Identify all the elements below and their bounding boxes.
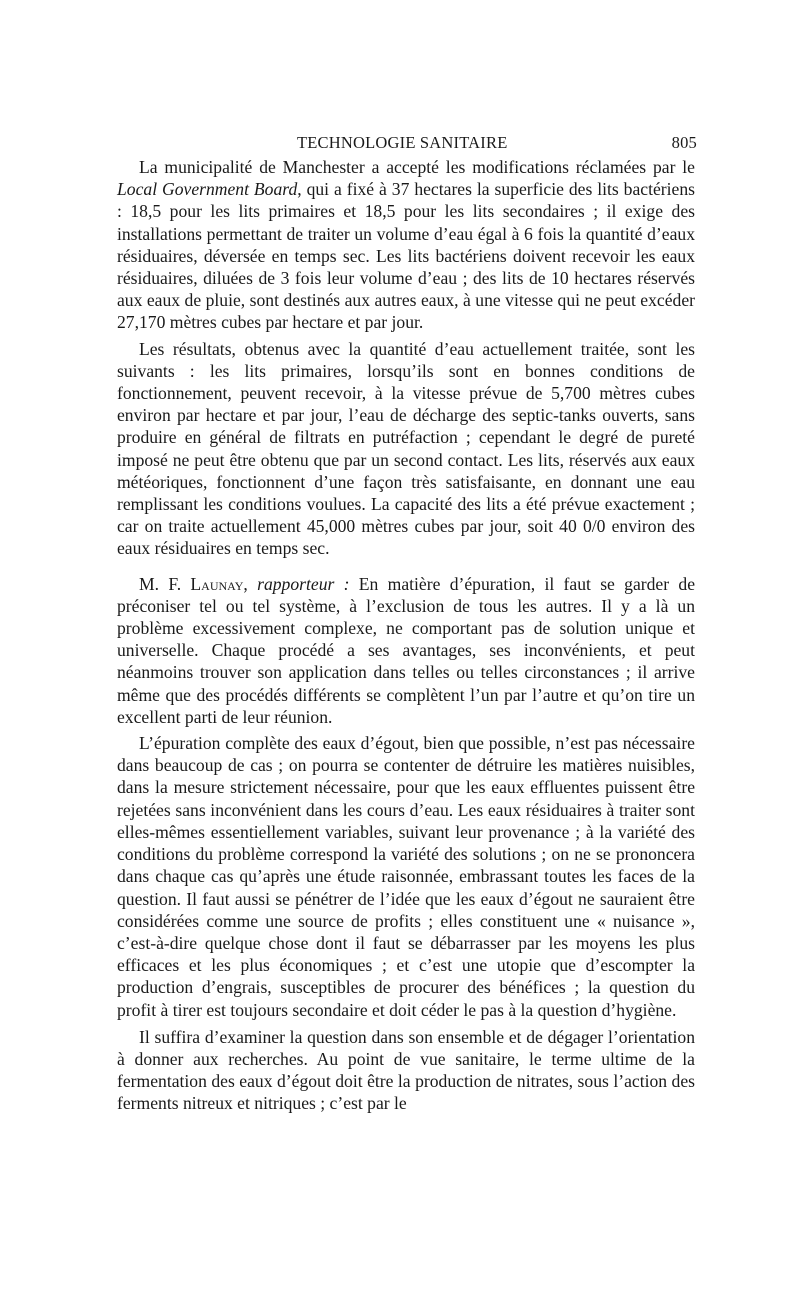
paragraph-text: La municipalité de Manchester a accepté les modifications réclamées par le [139, 157, 695, 177]
running-header [117, 128, 695, 154]
speaker-prefix: M. F. [139, 573, 191, 594]
paragraph-text: , qui a fixé à 37 hectares la superficie des lits bactériens : 18,5 pour les lits primaires et 18,5 pour les lits secondaires ; il exige des installations permettant de traiter un volume d’eau égal à 6 fois la quantité d’eaux résiduaires, déversée en temps sec. Les lits bactériens doivent recevoir les eaux résiduaires, diluées de 3 fois leur volume d’eau ; des lits de 10 hectares réservés aux eaux de pluie, sont destinés aux autres eaux, à une vitesse qui ne peut excéder 27,170 mètres cubes par hectare et par jour. [117, 179, 695, 333]
running-title: TECHNOLOGIE SANITAIRE [297, 133, 508, 152]
page-body [117, 156, 695, 1115]
page-number: 805 [671, 133, 697, 152]
speaker-role: rapporteur : [257, 573, 350, 594]
paragraph-text: En matière d’épuration, il faut se garder de préconiser tel ou tel système, à l’exclusion de tous les autres. Il y a là un problème excessivement complexe, ne comportant pas de solution unique et universelle. Chaque procédé a ses avantages, ses inconvénients, et peut néanmoins trouver son application dans telles ou telles circonstances ; il arrive même que des procédés différents se complètent l’un par l’autre et qu’on tire un excellent parti de leur réunion. [117, 573, 696, 727]
paragraph-examen: Il suffira d’examiner la question dans son ensemble et de dégager l’orientation à donner aux recherches. Au point de vue sanitaire, le terme ultime de la fermentation des eaux d’égout doit être la production de nitrates, sous l’action des ferments nitreux et nitriques ; c’est par le [117, 1026, 695, 1114]
paragraph-epuration: L’épuration complète des eaux d’égout, bien que possible, n’est pas nécessaire dans beaucoup de cas ; on pourra se contenter de détruire les matières nuisibles, dans la mesure strictement nécessaire, pour que les eaux effluentes puissent être rejetées sans inconvénient dans les cours d’eau. Les eaux résiduaires à traiter sont elles-mêmes essentiellement variables, suivant leur provenance ; à la variété des conditions du problème correspond la variété des solutions ; on ne se prononcera dans chaque cas qu’après une étude raisonnée, embrassant toutes les faces de la question. Il faut aussi se pénétrer de l’idée que les eaux d’égout ne sauraient être considérées comme une source de profits ; elles constituent une « nuisance », c’est-à-dire quelque chose dont il faut se débarrasser par les moyens les plus efficaces et les plus économiques ; et c’est une utopie que d’escompter la production d’engrais, susceptibles de procurer des bénéfices ; la question du profit à tirer est toujours secondaire et doit céder le pas à la question d’hygiène. [117, 733, 695, 1020]
paragraph-manchester [117, 156, 695, 334]
speaker-name: Launay [190, 573, 244, 594]
board-name: Local Government Board [117, 179, 298, 200]
paragraph-launay: M. F. Launay, rapporteur : En matière d’épuration, il faut se garder de préconiser tel ou tel système, à l’exclusion de tous les autres. Il y a là un problème excessivement complexe, ne comportant pas de solution unique et universelle. Chaque procédé a ses avantages, ses inconvénients, et peut néanmoins trouver son application dans telles ou telles circonstances ; il arrive même que des procédés différents se complètent l’un par l’autre et qu’on tire un excellent parti de leur réunion. [117, 573, 696, 727]
paragraph-results: Les résultats, obtenus avec la quantité d’eau actuellement traitée, sont les suivants : les lits primaires, lorsqu’ils sont en bonnes conditions de fonctionnement, peuvent recevoir, à la vitesse prévue de 5,700 mètres cubes environ par hectare et par jour, l’eau de décharge des septic-tanks ouverts, sans produire en général de filtrats en putréfaction ; cependant le degré de pureté imposé ne peut être obtenu que par un second contact. Les lits, réservés aux eaux météoriques, fonctionnent d’une façon très satisfaisante, en donnant une eau remplissant les conditions voulues. La capacité des lits a été prévue exactement ; car on traite actuellement 45,000 mètres cubes par jour, soit 40 0/0 environ des eaux résiduaires en temps sec. [117, 338, 695, 559]
book-page [117, 128, 695, 1115]
